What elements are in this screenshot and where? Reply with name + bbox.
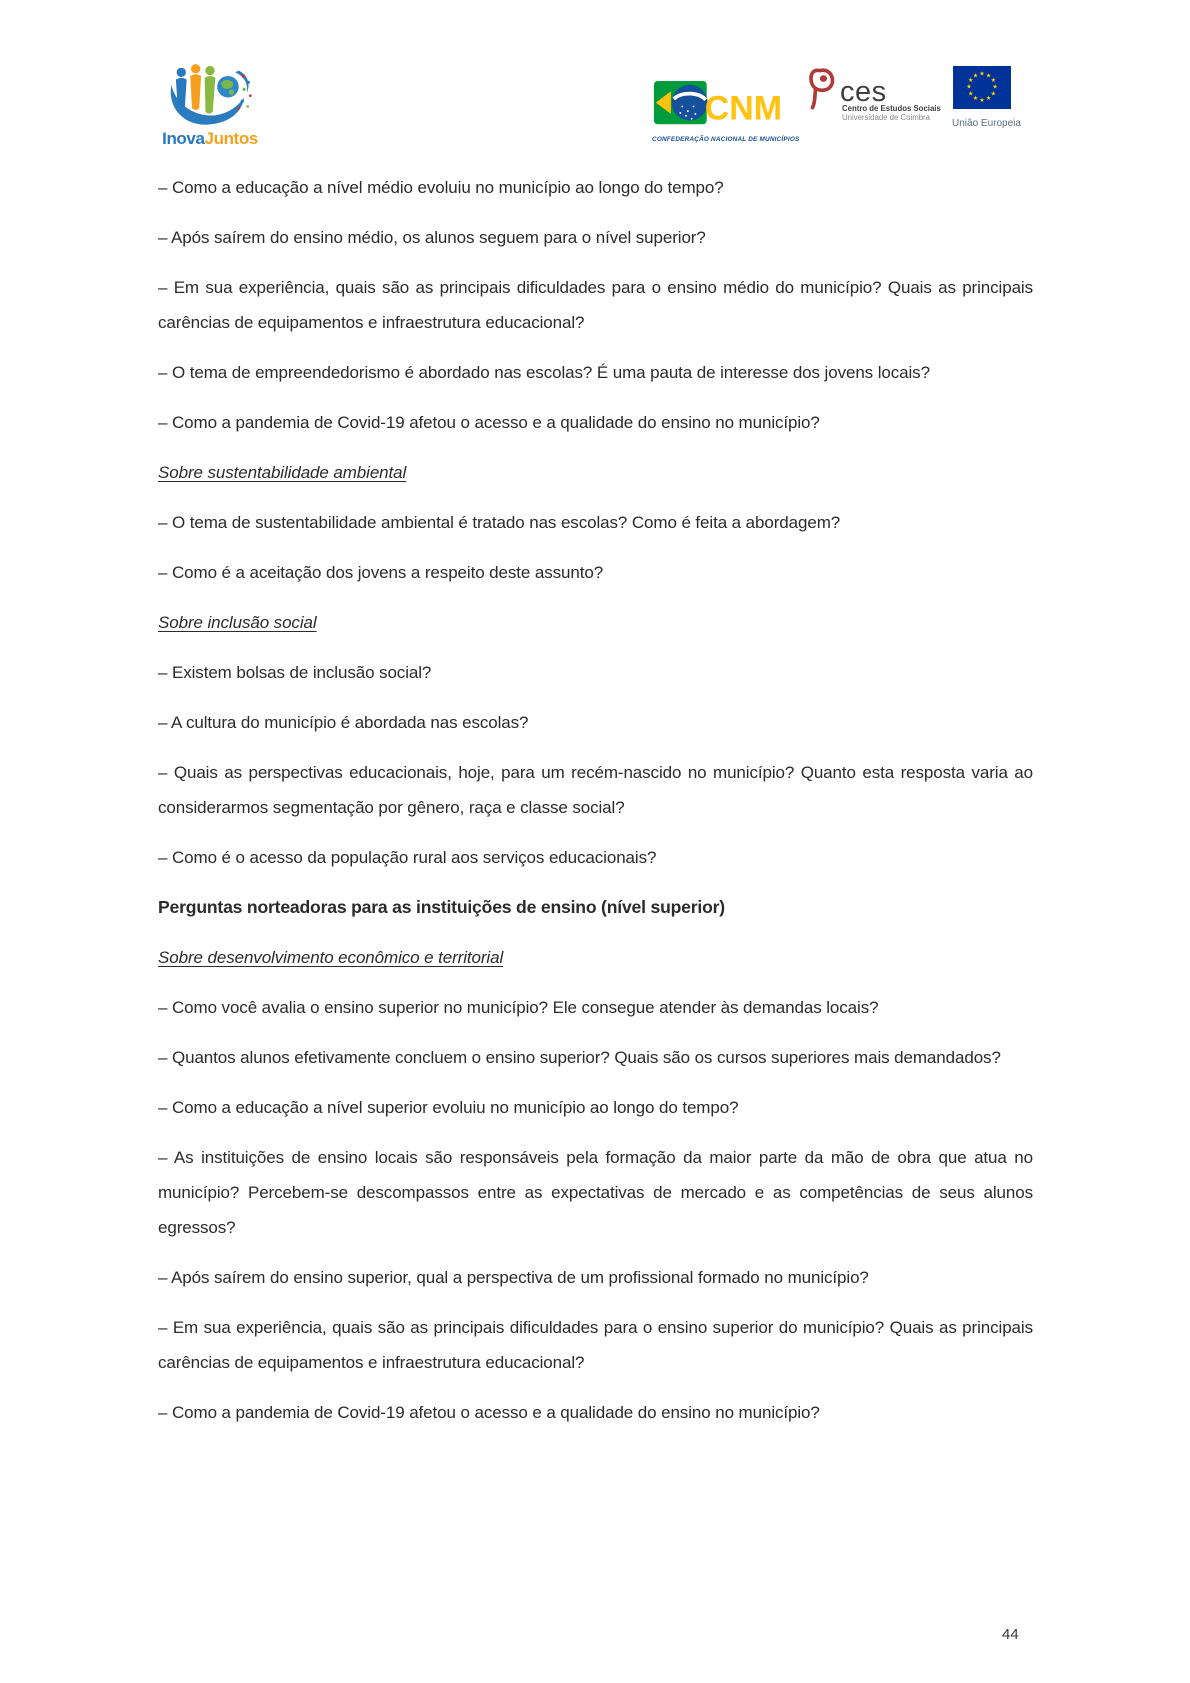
ces-caption-line2: Universidade de Coimbra [842,113,930,122]
svg-text:★: ★ [990,91,997,98]
cnm-subtitle: CONFEDERAÇÃO NACIONAL DE MUNICÍPIOS [652,136,800,143]
ces-logo [806,64,941,122]
svg-text:★: ★ [985,96,992,103]
svg-text:★: ★ [979,71,985,78]
inovajuntos-logo-icon [162,58,258,128]
ces-caption-line1: Centro de Estudos Sociais [842,104,941,113]
svg-text:★: ★ [990,78,997,85]
question-item: – Como a educação a nível médio evoluiu no município ao longo do tempo? [158,178,724,197]
document-body [158,170,1033,1445]
question-item: – Em sua experiência, quais são as principais dificuldades para o ensino superior do município? Quais as principais carências de equipamentos e infraestrutura educacional? [158,1318,1033,1372]
question-item: – O tema de empreendedorismo é abordado nas escolas? É uma pauta de interesse dos jovens locais? [158,363,930,382]
cnm-logo [652,80,800,143]
svg-text:★: ★ [972,73,979,80]
question-item: – Como a pandemia de Covid-19 afetou o acesso e a qualidade do ensino no município? [158,413,820,432]
question-item: – Em sua experiência, quais são as principais dificuldades para o ensino médio do município? Quais as principais carências de equipamentos e infraestrutura educacional? [158,278,1033,332]
question-item: – As instituições de ensino locais são responsáveis pela formação da maior parte da mão de obra que atua no município? Percebem-se descompassos entre as expectativas de mercado e as competências de seus alunos egressos? [158,1148,1033,1237]
question-item: – Existem bolsas de inclusão social? [158,663,432,682]
eu-logo [952,66,1021,129]
question-item: – Após saírem do ensino médio, os alunos seguem para o nível superior? [158,228,706,247]
topic-subheading: Sobre inclusão social [158,613,317,632]
svg-text:★: ★ [979,97,985,104]
topic-subheading: Sobre desenvolvimento econômico e territorial [158,948,504,967]
section-heading: Perguntas norteadoras para as instituições de ensino (nível superior) [158,897,725,917]
svg-text:★: ★ [985,73,992,80]
page-header [0,0,1190,160]
svg-text:★: ★ [992,84,998,91]
question-item: – Como você avalia o ensino superior no município? Ele consegue atender às demandas locais? [158,998,879,1017]
question-item: – Após saírem do ensino superior, qual a perspectiva de um profissional formado no município? [158,1268,869,1287]
cnm-flag-icon [652,80,784,129]
ces-glyph-icon [806,64,838,112]
question-item: – Como a pandemia de Covid-19 afetou o acesso e a qualidade do ensino no município? [158,1403,820,1422]
question-item: – A cultura do município é abordada nas escolas? [158,713,529,732]
eu-label: União Europeia [952,118,1021,129]
svg-text:★: ★ [967,78,974,85]
ces-caption [842,104,941,122]
question-item: – Como a educação a nível superior evoluiu no município ao longo do tempo? [158,1098,739,1117]
inovajuntos-word-juntos: Juntos [204,129,258,148]
topic-subheading: Sobre sustentabilidade ambiental [158,463,407,482]
svg-text:★: ★ [972,96,979,103]
cnm-acronym: CNM [704,89,783,128]
question-item: – Quais as perspectivas educacionais, hoje, para um recém-nascido no município? Quanto esta resposta varia ao considerarmos segmentação por gênero, raça e classe social? [158,763,1033,817]
question-item: – Como é o acesso da população rural aos serviços educacionais? [158,848,657,867]
svg-text:★: ★ [966,84,972,91]
inovajuntos-wordmark [160,129,260,149]
question-item: – O tema de sustentabilidade ambiental é tratado nas escolas? Como é feita a abordagem? [158,513,841,532]
inovajuntos-word-inova: Inova [162,129,205,148]
svg-text:★: ★ [967,91,974,98]
page-number: 44 [1002,1626,1019,1643]
eu-flag-icon [953,66,1011,109]
ces-acronym: ces [840,75,887,108]
question-item: – Como é a aceitação dos jovens a respeito deste assunto? [158,563,604,582]
question-item: – Quantos alunos efetivamente concluem o ensino superior? Quais são os cursos superiores mais demandados? [158,1048,1001,1067]
inovajuntos-logo [160,58,260,149]
